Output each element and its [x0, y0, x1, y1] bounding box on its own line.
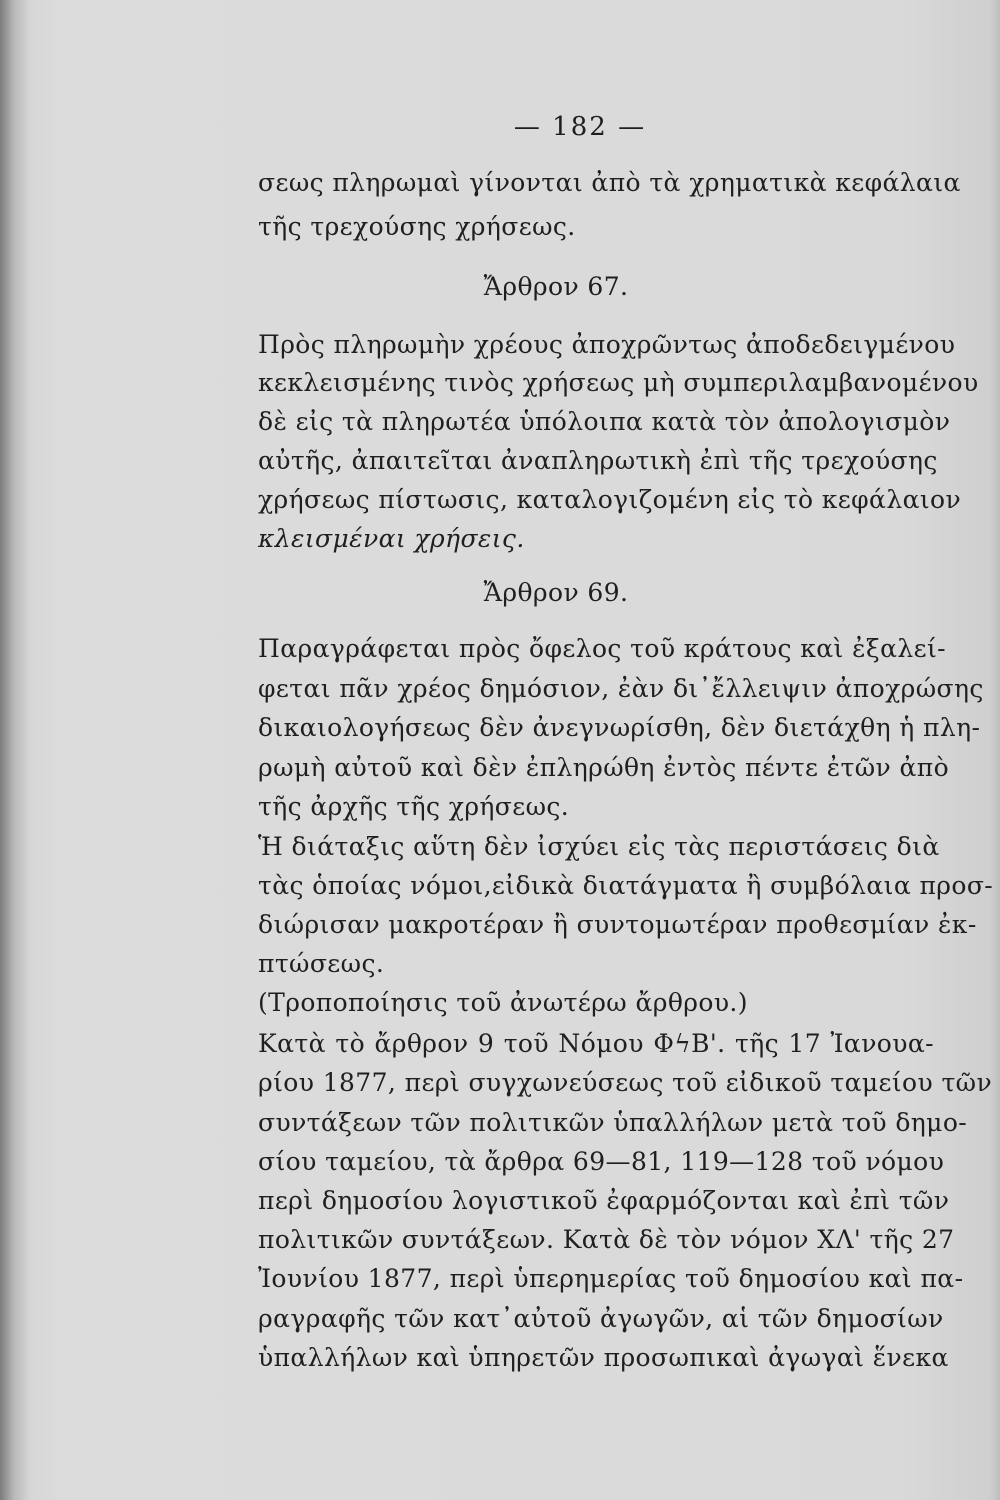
text-line: Ἡ διάταξις αὕτη δὲν ἰσχύει εἰς τὰς περιστάσεις διὰ [258, 832, 940, 861]
text-line: Ἰουνίου 1877, περὶ ὑπερημερίας τοῦ δημοσίου καὶ πα- [258, 1264, 964, 1293]
text-line: τῆς ἀρχῆς τῆς χρήσεως. [258, 792, 570, 821]
article-heading: Ἄρθρον 67. [483, 272, 629, 301]
text-line: χρήσεως πίστωσις, καταλογιζομένη εἰς τὸ κεφάλαιον [258, 485, 962, 514]
text-line: διώρισαν μακροτέραν ἢ συντομωτέραν προθεσμίαν ἐκ- [258, 910, 977, 939]
text-line: Παραγράφεται πρὸς ὄφελος τοῦ κράτους καὶ ἐξαλεί- [258, 634, 947, 663]
text-line: Πρὸς πληρωμὴν χρέους ἀποχρῶντως ἀποδεδειγμένου [258, 330, 956, 359]
text-line: δικαιολογήσεως δὲν ἀνεγνωρίσθη, δὲν διετάχθη ἡ πλη- [258, 713, 981, 742]
text-line: τὰς ὁποίας νόμοι,εἰδικὰ διατάγματα ἢ συμβόλαια προσ- [258, 871, 994, 900]
text-line: ρωμὴ αὐτοῦ καὶ δὲν ἐπληρώθη ἐντὸς πέντε ἐτῶν ἀπὸ [258, 753, 950, 782]
section-note: (Τροποποίησις τοῦ ἀνωτέρω ἄρθρου.) [258, 988, 748, 1017]
text-line: Κατὰ τὸ ἄρθρον 9 τοῦ Νόμου ΦϟΒ'. τῆς 17 Ἰανουα- [258, 1029, 934, 1058]
text-line: αὐτῆς, ἀπαιτεῖται ἀναπληρωτικὴ ἐπὶ τῆς τρεχούσης [258, 446, 938, 475]
text-line: φεται πᾶν χρέος δημόσιον, ἐὰν δι᾽ἔλλειψιν ἀποχρώσης [258, 674, 984, 703]
text-line: πολιτικῶν συντάξεων. Κατὰ δὲ τὸν νόμον ΧΛ' τῆς 27 [258, 1225, 955, 1254]
text-line: ὑπαλλήλων καὶ ὑπηρετῶν προσωπικαὶ ἀγωγαὶ ἕνεκα [258, 1343, 949, 1372]
text-line: κλεισμέναι χρήσεις. [258, 524, 525, 553]
text-line: σίου ταμείου, τὰ ἄρθρα 69—81, 119—128 τοῦ νόμου [258, 1147, 945, 1176]
text-line: ραγραφῆς τῶν κατ᾽αὐτοῦ ἀγωγῶν, αἱ τῶν δημοσίων [258, 1304, 944, 1333]
article-heading: Ἄρθρον 69. [483, 578, 629, 607]
text-line: σεως πληρωμαὶ γίνονται ἀπὸ τὰ χρηματικὰ κεφάλαια [258, 168, 961, 197]
text-line: κεκλεισμένης τινὸς χρήσεως μὴ συμπεριλαμβανομένου [258, 368, 979, 397]
text-line: τῆς τρεχούσης χρήσεως. [258, 212, 576, 241]
text-line: συντάξεων τῶν πολιτικῶν ὑπαλλήλων μετὰ τοῦ δημο- [258, 1108, 968, 1137]
text-line: περὶ δημοσίου λογιστικοῦ ἐφαρμόζονται καὶ ἐπὶ τῶν [258, 1186, 950, 1215]
page-number: — 182 — [513, 112, 647, 142]
text-line: δὲ εἰς τὰ πληρωτέα ὑπόλοιπα κατὰ τὸν ἀπολογισμὸν [258, 407, 951, 436]
text-line: πτώσεως. [258, 949, 385, 978]
text-line: ρίου 1877, περὶ συγχωνεύσεως τοῦ εἰδικοῦ ταμείου τῶν [258, 1068, 993, 1097]
